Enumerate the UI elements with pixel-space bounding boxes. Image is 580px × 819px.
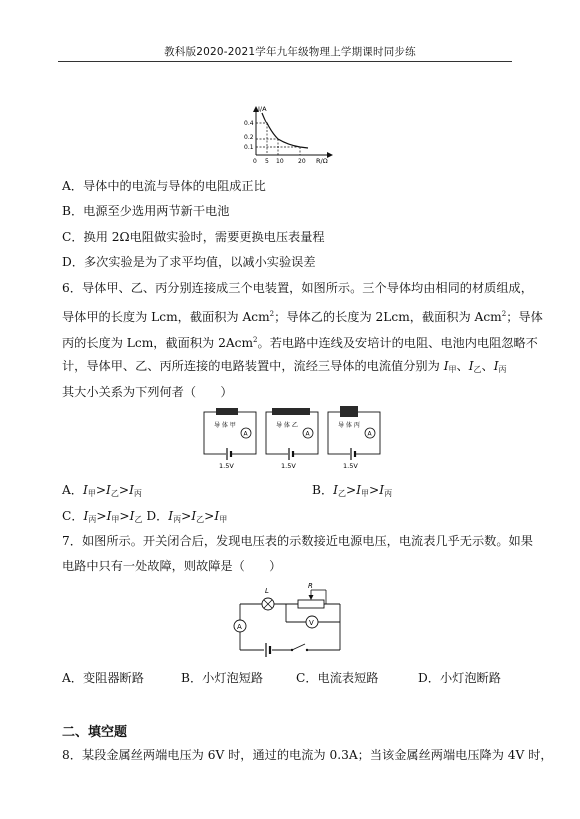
- three-circuits-figure: [200, 406, 390, 470]
- q7-stem-line: 7．如图所示。开关闭合后，发现电压表的示数接近电源电压，电流表几乎无示数。如果: [62, 534, 533, 548]
- q6-option-a: A．$I_甲>I_乙>I_丙$: [62, 483, 142, 498]
- x-tick-label: 5: [265, 158, 269, 165]
- circuit-yi: [266, 408, 318, 470]
- q6-option-b: B．$I_乙>I_甲>I_丙$: [312, 483, 393, 498]
- conductor-yi: [272, 408, 310, 415]
- q6-stem-line: 计，导体甲、乙、丙所连接的电路装置中，流经三导体的电流值分别为 $I_甲$、$I_乙$、$I_丙$: [62, 359, 507, 374]
- current-resistance-graph: [236, 103, 336, 165]
- ammeter-label: A: [305, 430, 310, 438]
- q5-option-a: A．导体中的电流与导体的电阻成正比: [62, 179, 266, 193]
- q6-stem-line: 丙的长度为 Lcm，截面积为 2Acm$^2$。若电路中连线及安培计的电阻、电池内电阻忽略不: [62, 336, 538, 350]
- x-axis-label: R/Ω: [316, 157, 328, 165]
- voltmeter-label: V: [309, 619, 314, 627]
- inverse-curve: [262, 113, 308, 148]
- conductor-label: 导 体 乙: [276, 422, 298, 429]
- voltage-label: 1.5V: [343, 462, 358, 470]
- x-tick-label: 20: [298, 158, 306, 165]
- q8-stem-line: 8．某段金属丝两端电压为 6V 时，通过的电流为 0.3A；当该金属丝两端电压降为 4V 时，: [62, 748, 553, 762]
- ammeter-label: A: [243, 430, 248, 438]
- x-tick-label: 10: [276, 158, 284, 165]
- q7-option-a: A．变阻器断路: [62, 671, 144, 685]
- y-tick-label: 0.4: [244, 120, 254, 127]
- circuit-jia: [204, 408, 256, 470]
- circuit-bing: [328, 406, 380, 470]
- q7-stem-line: 电路中只有一处故障，则故障是（ ）: [62, 559, 282, 573]
- q5-option-c: C．换用 2Ω电阻做实验时，需要更换电压表量程: [62, 230, 325, 244]
- conductor-bing: [340, 406, 358, 417]
- y-axis-label: I/A: [258, 105, 267, 113]
- page-header: 教科版2020-2021学年九年级物理上学期课时同步练: [164, 46, 416, 58]
- q6-option-c-d: C．$I_丙>I_甲>I_乙$ D．$I_丙>I_乙>I_甲$: [62, 509, 228, 524]
- voltage-label: 1.5V: [281, 462, 296, 470]
- conductor-jia: [216, 408, 238, 415]
- q5-option-d: D．多次实验是为了求平均值，以减小实验误差: [62, 255, 316, 269]
- q7-option-c: C．电流表短路: [296, 671, 379, 685]
- ammeter-label: A: [237, 623, 242, 631]
- q5-option-b: B．电源至少选用两节新干电池: [62, 204, 230, 218]
- q6-stem-line: 导体甲的长度为 Lcm，截面积为 Acm$^2$；导体乙的长度为 2Lcm，截面积为 Acm$^2$；导体: [62, 310, 543, 324]
- q6-stem-line: 6．导体甲、乙、丙分别连接成三个电装置，如图所示。三个导体均由相同的材质组成，: [62, 281, 533, 295]
- voltage-label: 1.5V: [219, 462, 234, 470]
- ammeter-label: A: [367, 430, 372, 438]
- header-divider: [58, 61, 512, 62]
- x-tick-label: 0: [253, 158, 257, 165]
- rheostat-label: R: [308, 582, 313, 590]
- q6-stem-line: 其大小关系为下列何者（ ）: [62, 385, 233, 399]
- rheostat-icon: [298, 600, 324, 608]
- q7-option-b: B．小灯泡短路: [181, 671, 264, 685]
- conductor-label: 导 体 甲: [214, 422, 236, 429]
- lamp-label: L: [265, 587, 269, 595]
- section-title: 二、填空题: [62, 725, 128, 740]
- q7-circuit-figure: [228, 582, 352, 658]
- y-tick-label: 0.2: [244, 134, 254, 141]
- y-tick-label: 0.1: [244, 144, 254, 151]
- q7-option-d: D．小灯泡断路: [418, 671, 501, 685]
- conductor-label: 导 体 丙: [338, 422, 360, 429]
